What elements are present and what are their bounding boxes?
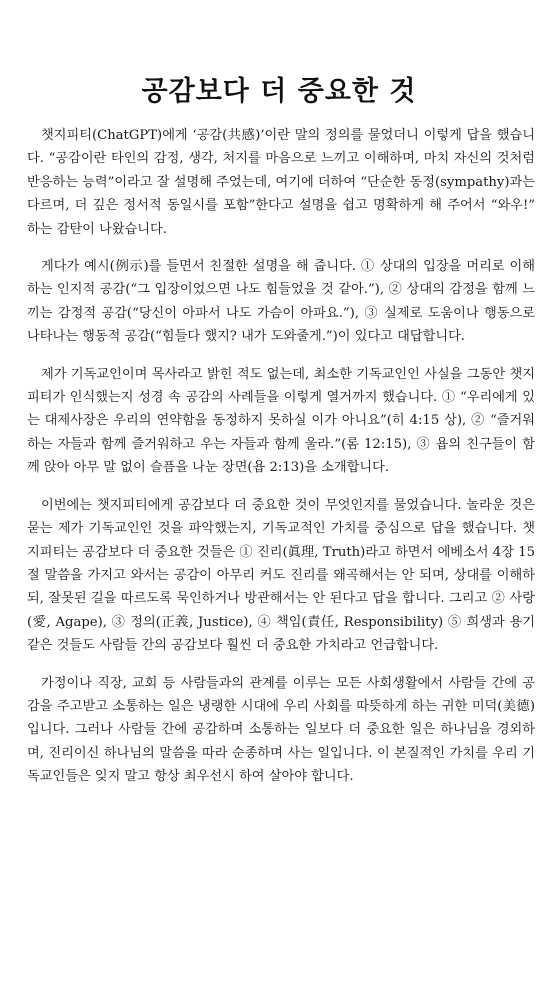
paragraph-4: 이번에는 챗지피티에게 공감보다 더 중요한 것이 무엇인지를 물었습니다. 놀라운 것은 묻는 제가 기독교인인 것을 파악했는지, 기독교적인 가치를 중심으로 답을 했습니다. 챗지피티는 공감보다 더 중요한 것들은 ① 진리(眞理, Truth)라고 하면서 에베소서 4장 15절 말씀을 가지고 와서는 공감이 아무리 커도 진리를 왜곡해서는 안 되며, 상대를 이해하되, 잘못된 길을 따르도록 묵인하거나 방관해서는 안 된다고 답을 합니다. 그리고 ② 사랑(愛, Agape), ③ 정의(正義, Justice), ④ 책임(責任, Responsibility) ⑤ 희생과 용기 같은 것들도 사람들 간의 공감보다 훨씬 더 중요한 가치라고 언급합니다.	[27, 497, 535, 654]
article-title: 공감보다 더 중요한 것	[141, 76, 417, 107]
article-body	[27, 124, 535, 803]
paragraph-2: 게다가 예시(例示)를 들면서 친절한 설명을 해 줍니다. ① 상대의 입장을 머리로 이해하는 인지적 공감(“그 입장이었으면 나도 힘들었을 것 같아.”), ② 상대의 감정을 함께 느끼는 감정적 공감(“당신이 아파서 나도 가슴이 아파요.”), ③ 실제로 도움이나 행동으로 나타나는 행동적 공감(“힘들다 했지? 내가 도와줄게.”)이 있다고 대답합니다.	[27, 259, 535, 345]
paragraph-3: 제가 기독교인이며 목사라고 밝힌 적도 없는데, 최소한 기독교인인 사실을 그동안 챗지피티가 인식했는지 성경 속 공감의 사례들을 이렇게 열거까지 했습니다. ① “우리에게 있는 대제사장은 우리의 연약함을 동정하지 못하실 이가 아니요”(히 4:15 상), ② “즐거워하는 자들과 함께 즐거워하고 우는 자들과 함께 울라.”(롬 12:15), ③ 욥의 친구들이 함께 앉아 아무 말 없이 슬픔을 나눈 장면(욥 2:13)을 소개합니다.	[27, 366, 535, 476]
paragraph-1: 챗지피티(ChatGPT)에게 ‘공감(共感)’이란 말의 정의를 물었더니 이렇게 답을 했습니다. “공감이란 타인의 감정, 생각, 처지를 마음으로 느끼고 이해하며, 마치 자신의 것처럼 반응하는 능력”이라고 잘 설명해 주었는데, 여기에 더하여 “단순한 동정(sympathy)과는 다르며, 더 깊은 정서적 동일시를 포함”한다고 설명을 쉽고 명확하게 해 주어서 “와우!” 하는 감탄이 나왔습니다.	[27, 128, 535, 237]
paragraph-5: 가정이나 직장, 교회 등 사람들과의 관계를 이루는 모든 사회생활에서 사람들 간에 공감을 주고받고 소통하는 일은 냉랭한 시대에 우리 사회를 따뜻하게 하는 귀한 미덕(美德)입니다. 그러나 사람들 간에 공감하며 소통하는 일보다 더 중요한 일은 하나님을 경외하며, 진리이신 하나님의 말씀을 따라 순종하며 사는 일입니다. 이 본질적인 가치를 우리 기독교인들은 잊지 말고 항상 최우선시 하여 살아야 합니다.	[27, 675, 535, 785]
